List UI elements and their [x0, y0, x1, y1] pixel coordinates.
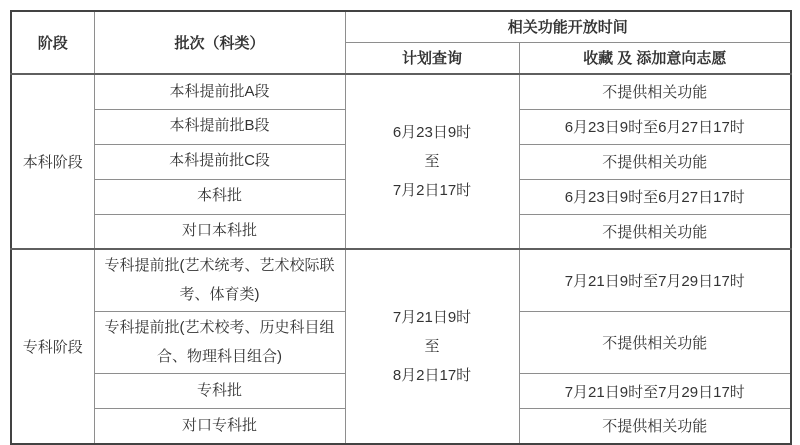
stage-header-cell: 阶段: [11, 11, 94, 74]
plan-query-line: 7月21日9时: [392, 308, 472, 326]
header-row-1: [11, 11, 791, 42]
favorite-time-cell: 6月23日9时至6月27日17时: [519, 109, 791, 144]
batch-cell: 对口专科批: [94, 409, 345, 444]
favorite-time-cell: 7月21日9时至7月29日17时: [519, 249, 791, 312]
batch-cell: 对口本科批: [94, 214, 345, 249]
plan-query-line: 至: [424, 153, 440, 170]
plan-query-line: 6月23日9时: [392, 124, 472, 141]
plan-query-time-cell: [345, 74, 519, 249]
open-time-group-header-cell: 相关功能开放时间: [345, 11, 791, 42]
favorite-time-cell: 不提供相关功能: [519, 312, 791, 374]
batch-cell: 专科批: [94, 374, 345, 409]
batch-cell: 本科提前批B段: [94, 109, 345, 144]
batch-header-cell: 批次（科类）: [94, 11, 345, 74]
batch-cell: 本科批: [94, 179, 345, 214]
admission-schedule-table: [10, 10, 792, 445]
plan-query-line: 8月2日17时: [392, 366, 472, 384]
batch-cell: 专科提前批(艺术统考、艺术校际联考、体育类): [94, 249, 345, 312]
favorite-time-cell: 6月23日9时至6月27日17时: [519, 179, 791, 214]
table-row: [11, 249, 791, 312]
favorite-time-cell: 不提供相关功能: [519, 409, 791, 444]
favorite-time-cell: 7月21日9时至7月29日17时: [519, 374, 791, 409]
stage-cell: 本科阶段: [11, 74, 94, 249]
plan-query-time-cell: [345, 249, 519, 444]
favorite-time-cell: 不提供相关功能: [519, 144, 791, 179]
plan-query-line: 7月2日17时: [392, 182, 472, 199]
stage-cell: 专科阶段: [11, 249, 94, 444]
table-row: [11, 74, 791, 109]
batch-cell: 本科提前批C段: [94, 144, 345, 179]
favorite-time-cell: 不提供相关功能: [519, 74, 791, 109]
favorite-header-cell: 收藏 及 添加意向志愿: [519, 42, 791, 74]
plan-query-line: 至: [424, 337, 440, 355]
batch-cell: 专科提前批(艺术校考、历史科目组合、物理科目组合): [94, 312, 345, 374]
favorite-time-cell: 不提供相关功能: [519, 214, 791, 249]
plan-query-header-cell: 计划查询: [345, 42, 519, 74]
batch-cell: 本科提前批A段: [94, 74, 345, 109]
